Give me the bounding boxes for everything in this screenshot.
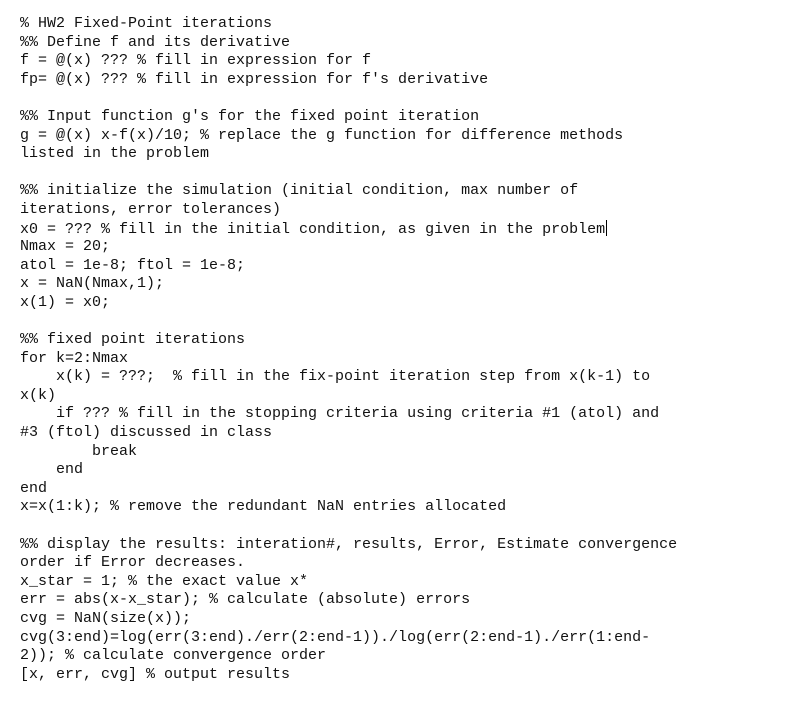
code-line-36: [x, err, cvg] % output results	[20, 665, 291, 683]
code-line-4: fp= @(x) ??? % fill in expression for f's derivative	[20, 70, 489, 88]
code-line-23: #3 (ftol) discussed in class	[20, 424, 273, 442]
code-line-3: f = @(x) ??? % fill in expression for f	[20, 52, 372, 70]
code-line-6: %% Input function g's for the fixed point iteration	[20, 107, 480, 125]
code-line-19: for k=2:Nmax	[20, 349, 129, 367]
code-line-15: x = NaN(Nmax,1);	[20, 275, 165, 293]
code-line-24: break	[20, 442, 138, 460]
code-line-7: g = @(x) x-f(x)/10; % replace the g function for difference methods	[20, 126, 624, 144]
code-line-34: cvg(3:end)=log(err(3:end)./err(2:end-1))./log(err(2:end-1)./err(1:end-	[20, 628, 651, 646]
code-line-9	[20, 164, 780, 183]
code-line-16: x(1) = x0;	[20, 293, 111, 311]
code-line-27: x=x(1:k); % remove the redundant NaN entries allocated	[20, 498, 507, 516]
code-line-1: % HW2 Fixed-Point iterations	[20, 15, 273, 32]
code-line-12	[20, 220, 780, 239]
code-line-31: x_star = 1; % the exact value x*	[20, 572, 309, 590]
code-line-22: if ??? % fill in the stopping criteria using criteria #1 (atol) and	[20, 405, 660, 423]
code-line-2: %% Define f and its derivative	[20, 33, 291, 51]
code-line-32: err = abs(x-x_star); % calculate (absolute) errors	[20, 591, 471, 609]
code-line-14: atol = 1e-8; ftol = 1e-8;	[20, 256, 246, 274]
code-line-25: end	[20, 461, 84, 479]
code-line-21: x(k)	[20, 386, 57, 404]
code-line-29: %% display the results: interation#, results, Error, Estimate convergence	[20, 535, 678, 553]
code-line-20: x(k) = ???; % fill in the fix-point iteration step from x(k-1) to	[20, 368, 651, 386]
code-line-28	[20, 517, 780, 536]
code-line-18: %% fixed point iterations	[20, 331, 246, 349]
text-cursor	[606, 220, 607, 236]
code-line-17	[20, 313, 780, 332]
code-line-12-text: x0 = ??? % fill in the initial condition, as given in the problem	[20, 220, 606, 238]
code-line-35: 2)); % calculate convergence order	[20, 647, 327, 665]
code-line-26: end	[20, 479, 48, 497]
code-line-30: order if Error decreases.	[20, 554, 246, 572]
code-line-33: cvg = NaN(size(x));	[20, 610, 192, 627]
code-line-10: %% initialize the simulation (initial condition, max number of	[20, 182, 579, 200]
code-area[interactable]	[20, 15, 780, 684]
code-line-13: Nmax = 20;	[20, 238, 111, 256]
code-line-8: listed in the problem	[20, 145, 210, 163]
code-line-11: iterations, error tolerances)	[20, 200, 282, 218]
code-line-5	[20, 89, 780, 108]
